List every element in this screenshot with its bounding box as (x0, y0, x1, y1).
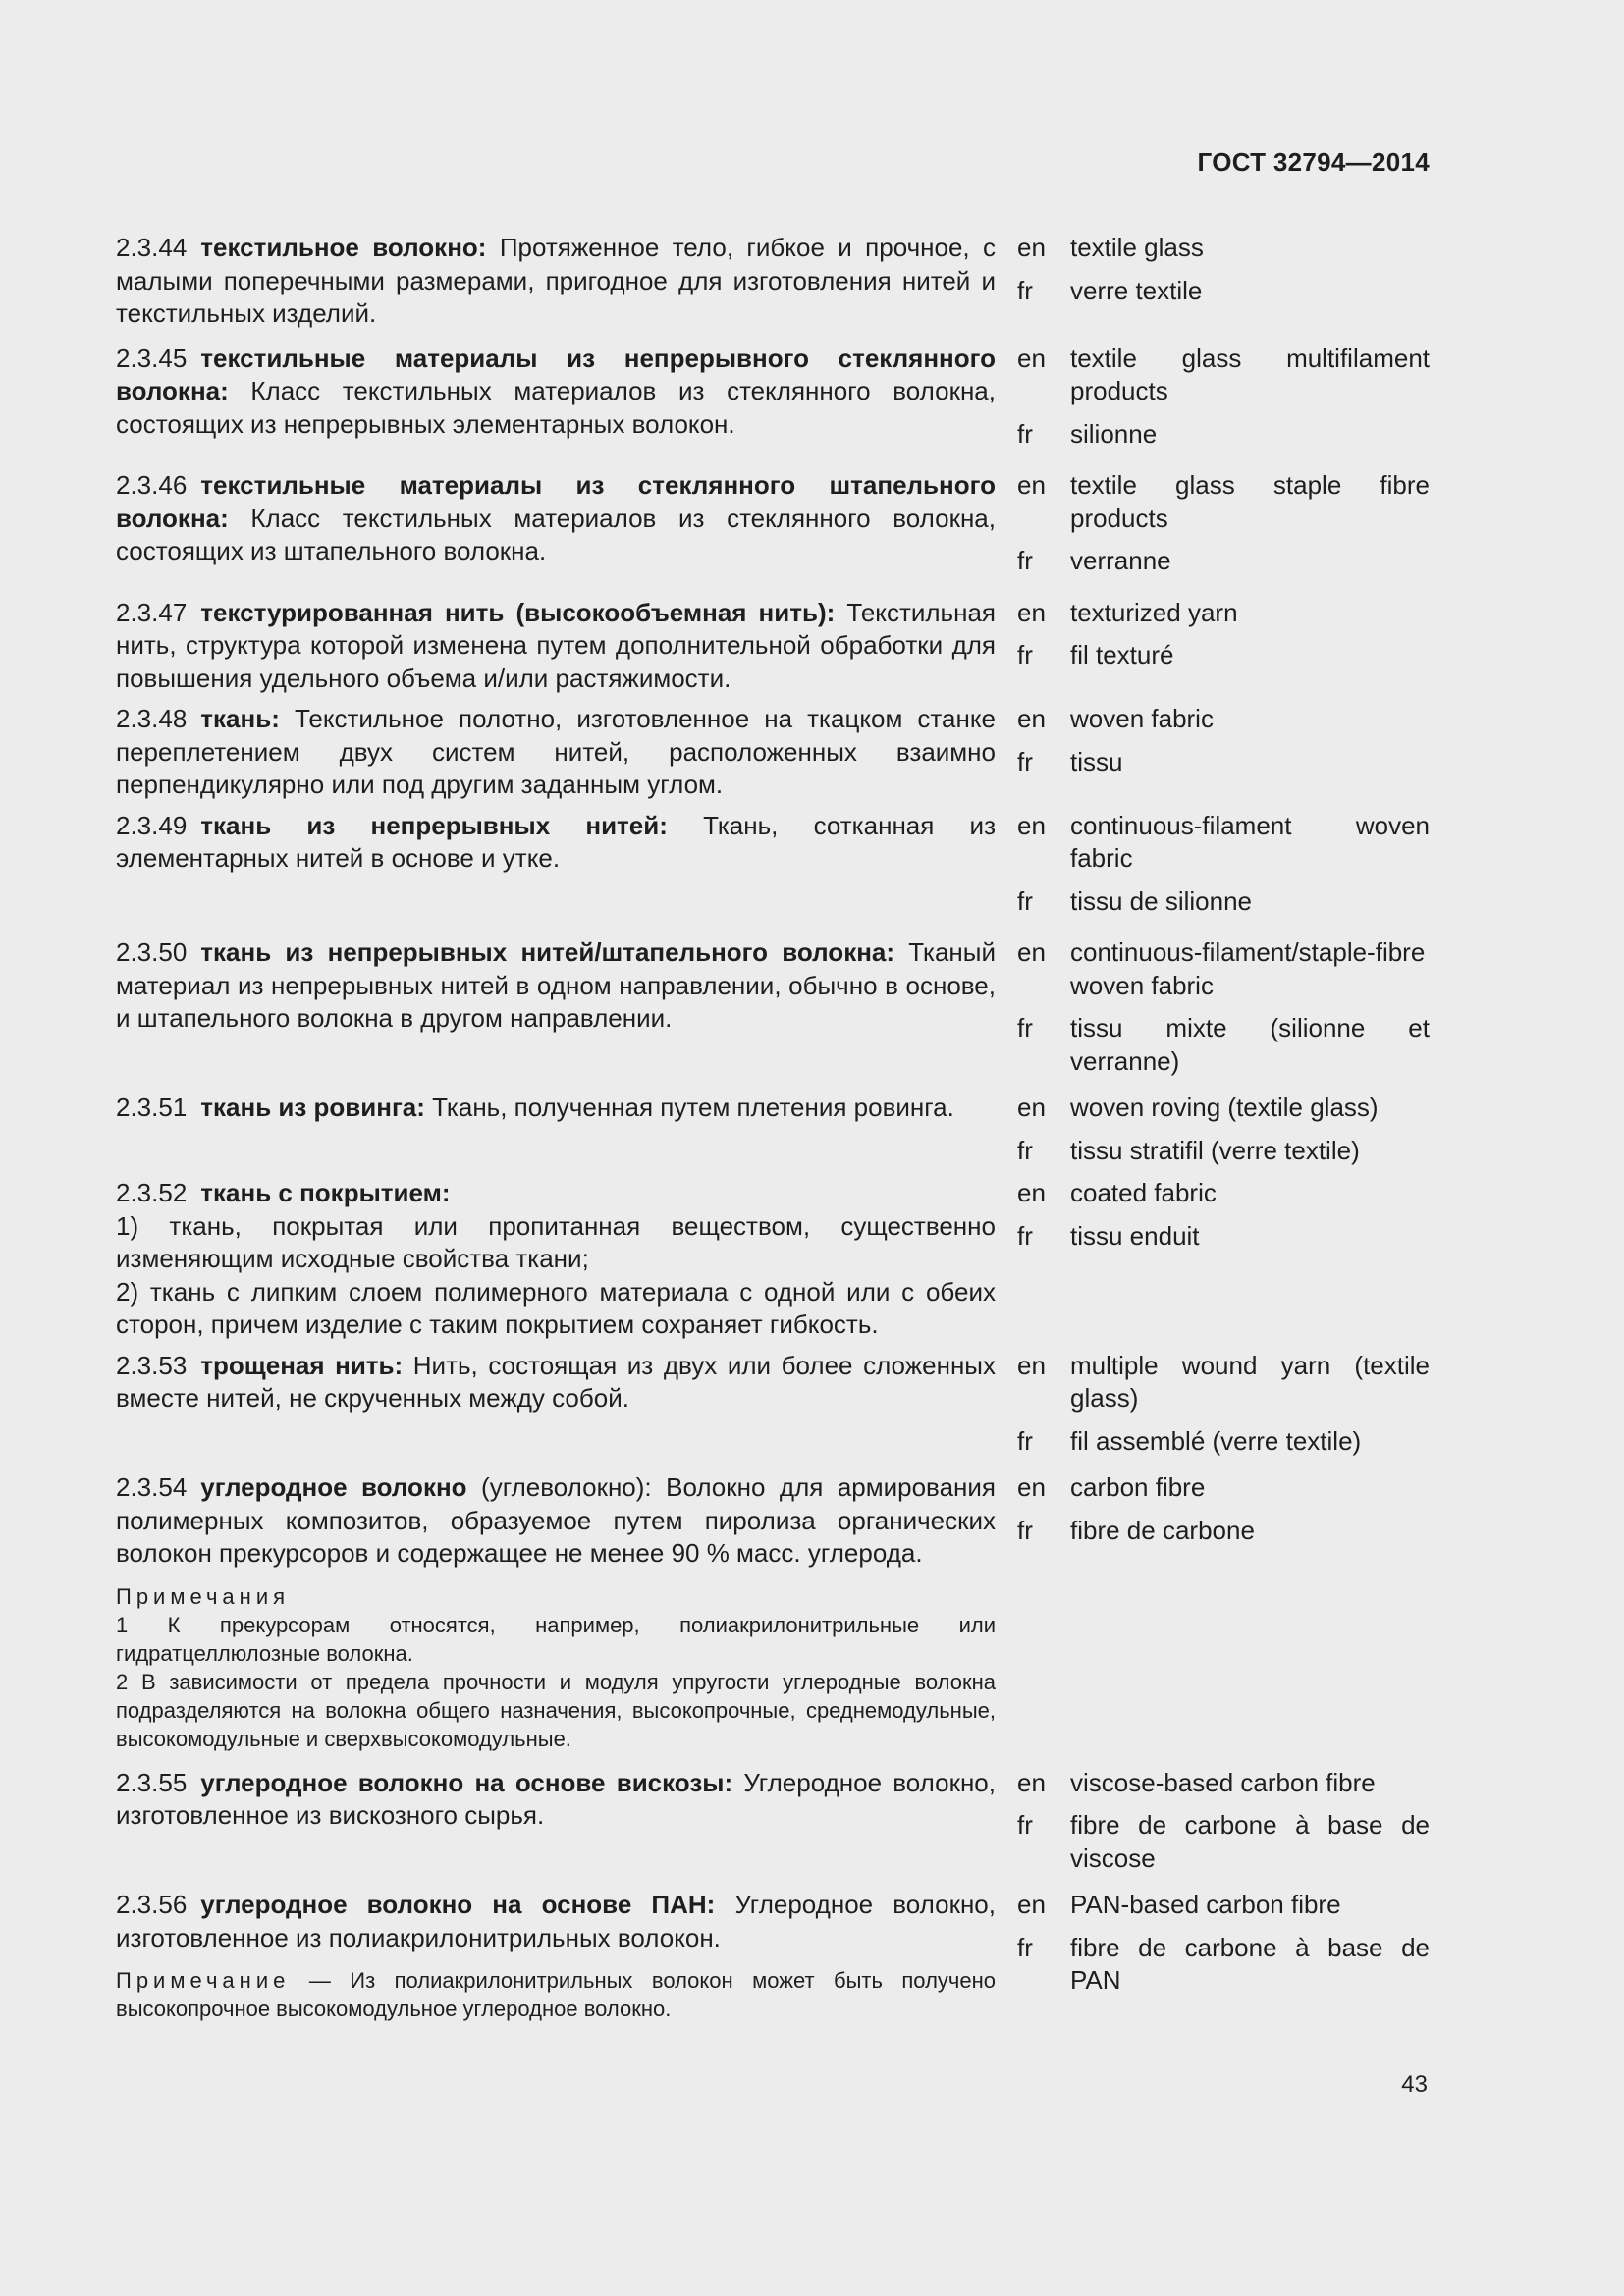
term-definition (116, 343, 996, 461)
lang-code-fr: fr (1017, 1515, 1033, 1545)
term-definition-text: Класс текстильных материалов из стеклянного волокна, состоящих из штапельного волокна. (116, 503, 996, 565)
translation-fr (1017, 639, 1430, 672)
terms-list (116, 232, 1430, 2023)
translation-en (1017, 936, 1430, 1002)
translation-en (1017, 469, 1430, 535)
lang-code-en: en (1017, 1178, 1046, 1207)
term-translations (1017, 936, 1430, 1088)
term-name: ткань из непрерывных нитей/штапельного волокна: (200, 937, 895, 967)
translation-fr (1017, 1220, 1430, 1254)
translation-fr (1017, 545, 1430, 578)
term-entry (116, 810, 1430, 929)
term-definition (116, 936, 996, 1088)
translation-en (1017, 810, 1430, 876)
term-definition-text: Текстильное полотно, изготовленное на ткацком станке переплетением двух систем нитей, расположенных взаимно перпендикулярно или под другим заданным углом. (116, 704, 996, 799)
lang-code-en: en (1017, 810, 1046, 840)
term-translations (1017, 469, 1430, 588)
term-entry (116, 1177, 1430, 1342)
translation-en (1017, 343, 1430, 408)
lang-code-en: en (1017, 233, 1046, 262)
english-term: woven fabric (1070, 704, 1214, 733)
term-name: текстильные материалы из непрерывного стеклянного волокна: (116, 343, 996, 405)
french-term: tissu mixte (silionne et verranne) (1070, 1013, 1430, 1076)
lang-code-fr: fr (1017, 1013, 1033, 1042)
english-term: texturized yarn (1070, 597, 1238, 627)
term-translations (1017, 1177, 1430, 1342)
french-term: tissu stratifil (verre textile) (1070, 1135, 1360, 1165)
note-item: 2 В зависимости от предела прочности и модуля упругости углеродные волокна подразделяются на волокна общего назначения, высокопрочные, среднемодульные, высокомодульные и сверхвысокомодульные. (116, 1669, 996, 1751)
english-term: PAN-based carbon fibre (1070, 1890, 1341, 1919)
notes-heading: Примечания (116, 1583, 291, 1609)
term-definition-text: Ткань, сотканная из элементарных нитей в основе и утке. (116, 810, 996, 873)
lang-code-en: en (1017, 1350, 1046, 1380)
term-entry (116, 597, 1430, 696)
translation-fr (1017, 1135, 1430, 1168)
term-name: текстильные материалы из стеклянного штапельного волокна: (116, 470, 996, 533)
french-term: tissu enduit (1070, 1220, 1200, 1251)
lang-code-en: en (1017, 343, 1046, 373)
term-number: 2.3.47 (116, 597, 188, 627)
term-entry (116, 936, 1430, 1088)
french-term: verre textile (1070, 275, 1203, 305)
term-entry (116, 232, 1430, 331)
translation-fr (1017, 885, 1430, 919)
lang-code-fr: fr (1017, 1810, 1033, 1840)
english-term: continuous-filament/staple-fibre woven fabric (1070, 937, 1426, 1000)
term-definition (116, 469, 996, 588)
term-definition (116, 1350, 996, 1468)
term-definition (116, 1177, 996, 1342)
term-definition (116, 597, 996, 696)
notes-block (116, 1582, 996, 1753)
term-translations (1017, 343, 1430, 461)
term-entry (116, 1889, 1430, 2023)
term-entry (116, 469, 1430, 588)
lang-code-en: en (1017, 470, 1046, 500)
page-number: 43 (1401, 2071, 1428, 2098)
english-term: textile glass multifilament products (1070, 343, 1430, 405)
translation-en (1017, 232, 1430, 265)
term-name: текстурированная нить (высокообъемная нить): (200, 597, 836, 627)
term-entry (116, 1350, 1430, 1468)
term-definition-text: (углеволокно): Волокно для армирования полимерных композитов, образуемое путем пиролиза органических волокон прекурсоров и содержащее не менее 90 % масс. углерода. (116, 1472, 996, 1568)
term-number: 2.3.45 (116, 343, 188, 373)
term-definition (116, 810, 996, 929)
term-translations (1017, 810, 1430, 929)
term-definition (116, 703, 996, 802)
term-number: 2.3.49 (116, 810, 188, 840)
term-number: 2.3.44 (116, 233, 188, 262)
term-number: 2.3.55 (116, 1767, 188, 1797)
lang-code-fr: fr (1017, 1135, 1033, 1165)
french-term: fibre de carbone à base de PAN (1070, 1932, 1430, 1995)
page-header-standard-title: ГОСТ 32794—2014 (1197, 147, 1430, 177)
term-definition (116, 1471, 996, 1753)
term-translations (1017, 1767, 1430, 1886)
translation-en (1017, 1177, 1430, 1210)
term-name: углеродное волокно на основе вискозы: (200, 1767, 733, 1797)
french-term: tissu de silionne (1070, 885, 1252, 916)
lang-code-fr: fr (1017, 885, 1033, 916)
note-block (116, 1966, 996, 2023)
term-name: ткань: (200, 704, 280, 733)
lang-code-fr: fr (1017, 1932, 1033, 1962)
term-number: 2.3.52 (116, 1178, 188, 1207)
lang-code-en: en (1017, 1093, 1046, 1122)
french-term: fibre de carbone à base de viscose (1070, 1810, 1430, 1873)
term-definition (116, 1889, 996, 2023)
lang-code-en: en (1017, 597, 1046, 627)
term-entry (116, 1471, 1430, 1753)
french-term: fil assemblé (verre textile) (1070, 1425, 1362, 1456)
translation-fr (1017, 275, 1430, 308)
translation-en (1017, 703, 1430, 736)
term-number: 2.3.54 (116, 1472, 188, 1502)
translation-fr (1017, 1425, 1430, 1459)
term-entry (116, 1767, 1430, 1886)
french-term: verranne (1070, 546, 1171, 575)
english-term: textile glass staple fibre products (1070, 470, 1430, 533)
term-entry (116, 703, 1430, 802)
lang-code-fr: fr (1017, 275, 1033, 305)
translation-en (1017, 1767, 1430, 1800)
term-entry (116, 1092, 1430, 1177)
term-definition-text: Углеродное волокно, изготовленное из полиакрилонитрильных волокон. (116, 1890, 996, 1952)
translation-fr (1017, 1012, 1430, 1078)
lang-code-fr: fr (1017, 1425, 1033, 1456)
translation-en (1017, 1350, 1430, 1415)
english-term: woven roving (textile glass) (1070, 1093, 1379, 1122)
note-text: Из полиакрилонитрильных волокон может быть получено высокопрочное высокомодульное углеродное волокно. (116, 1968, 996, 2021)
english-term: carbon fibre (1070, 1472, 1206, 1502)
term-definition-text: Протяженное тело, гибкое и прочное, с малыми поперечными размерами, пригодное для изготовления нитей и текстильных изделий. (116, 233, 996, 328)
term-definition (116, 232, 996, 331)
english-term: textile glass (1070, 233, 1204, 262)
term-definition-text: Класс текстильных материалов из стеклянного волокна, состоящих из непрерывных элементарных волокон. (116, 376, 996, 439)
french-term: fibre de carbone (1070, 1515, 1255, 1545)
term-definition-item: 2) ткань с липким слоем полимерного материала с одной или с обеих сторон, причем изделие с таким покрытием сохраняет гибкость. (116, 1276, 996, 1339)
term-translations (1017, 597, 1430, 696)
term-number: 2.3.50 (116, 937, 188, 967)
lang-code-fr: fr (1017, 640, 1033, 669)
term-name: трощеная нить: (200, 1350, 404, 1380)
french-term: fil texturé (1070, 640, 1174, 669)
term-number: 2.3.56 (116, 1890, 188, 1919)
lang-code-fr: fr (1017, 746, 1033, 776)
term-definition-text: Углеродное волокно, изготовленное из вискозного сырья. (116, 1767, 996, 1830)
term-definition-item: 1) ткань, покрытая или пропитанная веществом, существенно изменяющим исходные свойства ткани; (116, 1210, 996, 1273)
term-definition-text: Тканый материал из непрерывных нитей в одном направлении, обычно в основе, и штапельного волокна в другом направлении. (116, 937, 996, 1033)
term-translations (1017, 1471, 1430, 1753)
term-name: углеродное волокно (200, 1472, 467, 1502)
lang-code-fr: fr (1017, 546, 1033, 575)
term-number: 2.3.46 (116, 470, 188, 500)
note-dash: — (308, 1968, 331, 1993)
translation-fr (1017, 746, 1430, 779)
translation-en (1017, 1471, 1430, 1505)
lang-code-fr: fr (1017, 1220, 1033, 1251)
term-definition (116, 1092, 996, 1177)
term-translations (1017, 1092, 1430, 1177)
translation-en (1017, 1092, 1430, 1125)
term-name: ткань с покрытием: (200, 1178, 451, 1207)
term-name: ткань из ровинга: (200, 1093, 425, 1122)
english-term: viscose-based carbon fibre (1070, 1767, 1376, 1797)
term-number: 2.3.48 (116, 704, 188, 733)
lang-code-fr: fr (1017, 418, 1033, 449)
note-item: 1 К прекурсорам относятся, например, полиакрилонитрильные или гидратцеллюлозные волокна. (116, 1612, 996, 1666)
english-term: multiple wound yarn (textile glass) (1070, 1350, 1430, 1413)
term-definition-text: Нить, состоящая из двух или более сложенных вместе нитей, не скрученных между собой. (116, 1350, 996, 1413)
english-term: coated fabric (1070, 1178, 1217, 1207)
term-definition (116, 1767, 996, 1886)
term-translations (1017, 1350, 1430, 1468)
translation-en (1017, 597, 1430, 630)
translation-fr (1017, 1515, 1430, 1548)
term-number: 2.3.51 (116, 1093, 188, 1122)
term-translations (1017, 703, 1430, 802)
term-translations (1017, 1889, 1430, 2023)
translation-fr (1017, 1932, 1430, 1998)
lang-code-en: en (1017, 1890, 1046, 1919)
term-name: углеродное волокно на основе ПАН: (200, 1890, 716, 1919)
translation-fr (1017, 418, 1430, 452)
lang-code-en: en (1017, 1767, 1046, 1797)
translation-fr (1017, 1809, 1430, 1875)
lang-code-en: en (1017, 1472, 1046, 1502)
term-entry (116, 343, 1430, 461)
term-translations (1017, 232, 1430, 331)
english-term: continuous-filament woven fabric (1070, 810, 1430, 873)
term-definition-text: Текстильная нить, структура которой изменена путем дополнительной обработки для повышения удельного объема и/или растяжимости. (116, 597, 996, 693)
french-term: silionne (1070, 418, 1158, 449)
translation-en (1017, 1889, 1430, 1922)
lang-code-en: en (1017, 937, 1046, 967)
french-term: tissu (1070, 746, 1123, 776)
lang-code-en: en (1017, 704, 1046, 733)
note-heading: Примечание (116, 1968, 291, 1993)
term-definition-text: Ткань, полученная путем плетения ровинга. (432, 1093, 954, 1122)
term-name: текстильное волокно: (200, 233, 487, 262)
term-name: ткань из непрерывных нитей: (200, 810, 668, 840)
term-number: 2.3.53 (116, 1350, 188, 1380)
